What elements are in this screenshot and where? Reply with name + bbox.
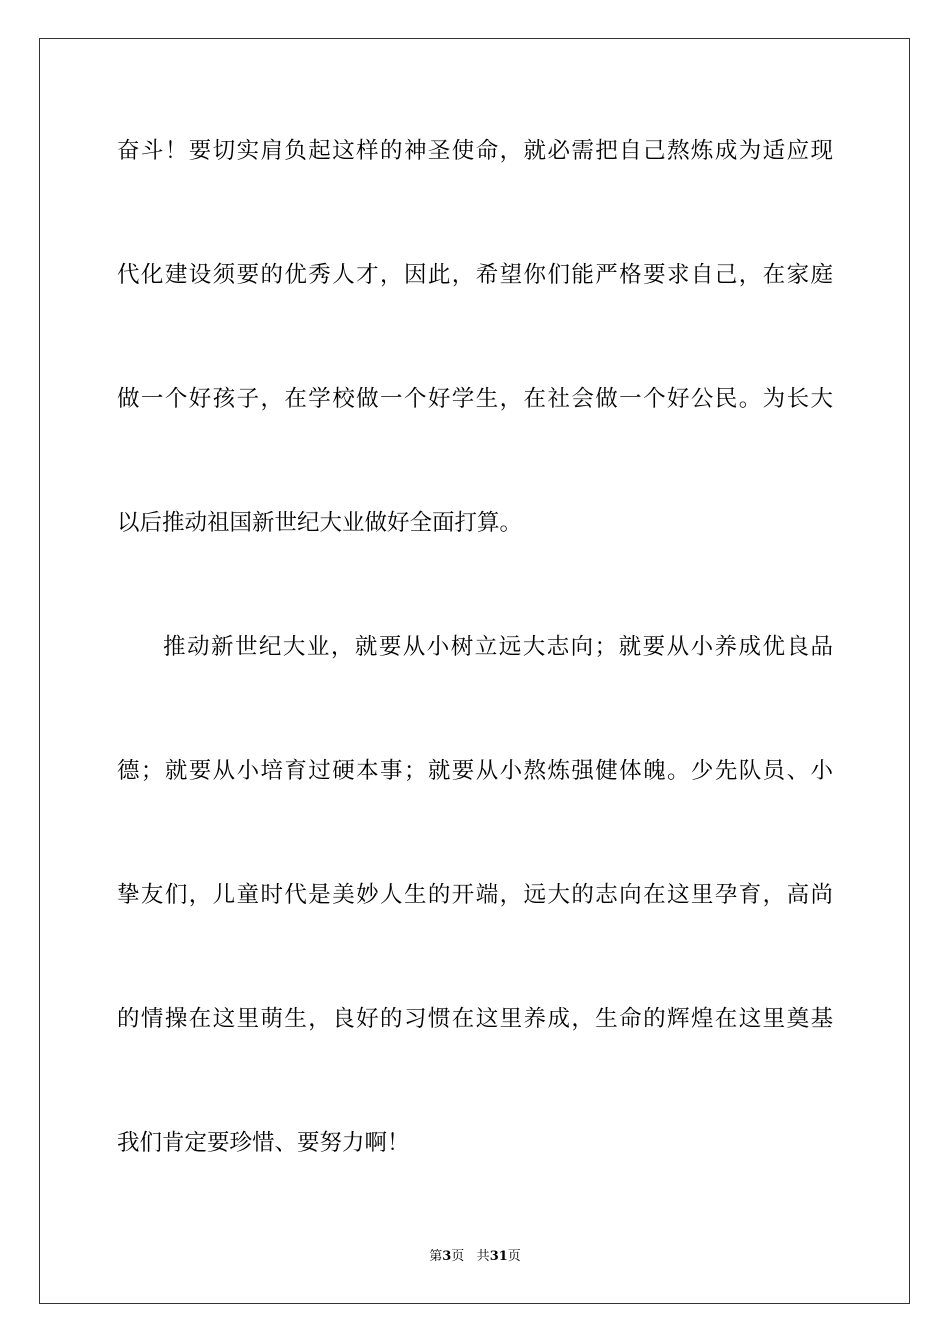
text-line-6: 德；就要从小培育过硬本事；就要从小熬炼强健体魄。少先队员、小 <box>117 758 833 784</box>
text-line-8: 的情操在这里萌生，良好的习惯在这里养成，生命的辉煌在这里奠基 <box>117 1006 833 1032</box>
page-border <box>39 38 910 1304</box>
page-footer <box>0 1248 950 1266</box>
text-line-3: 做一个好孩子，在学校做一个好学生，在社会做一个好公民。为长大 <box>117 386 833 412</box>
footer-total-pages: 31 <box>489 1249 508 1264</box>
footer-page-number: 3 <box>442 1249 452 1264</box>
text-line-2: 代化建设须要的优秀人才，因此，希望你们能严格要求自己，在家庭 <box>117 262 833 288</box>
footer-total-prefix: 共 <box>476 1249 490 1264</box>
text-line-7: 挚友们，儿童时代是美妙人生的开端，远大的志向在这里孕育，高尚 <box>117 882 833 908</box>
text-line-1: 奋斗！要切实肩负起这样的神圣使命，就必需把自己熬炼成为适应现 <box>117 138 833 164</box>
footer-page-prefix: 第 <box>429 1249 443 1264</box>
text-line-5-paragraph-start: 推动新世纪大业，就要从小树立远大志向；就要从小养成优良品 <box>163 634 833 660</box>
text-line-9: 我们肯定要珍惜、要努力啊！ <box>117 1130 410 1156</box>
text-line-4: 以后推动祖国新世纪大业做好全面打算。 <box>117 510 523 536</box>
footer-page-suffix: 页 <box>451 1249 465 1264</box>
footer-total-suffix: 页 <box>507 1249 521 1264</box>
